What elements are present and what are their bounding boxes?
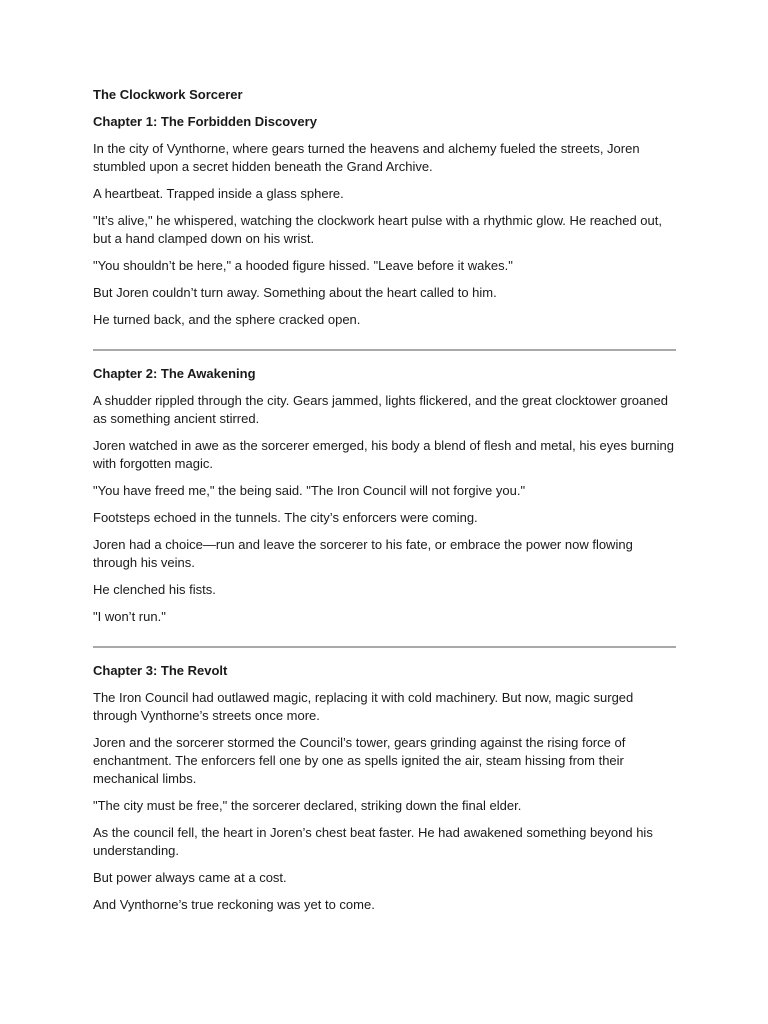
chapter-1-heading: Chapter 1: The Forbidden Discovery <box>93 114 317 129</box>
paragraph: A heartbeat. Trapped inside a glass sphere. <box>93 186 344 201</box>
paragraph: But power always came at a cost. <box>93 870 287 885</box>
document-page <box>93 86 676 923</box>
paragraph: Joren had a choice—run and leave the sorcerer to his fate, or embrace the power now flowing through his veins. <box>93 537 633 570</box>
paragraph: "The city must be free," the sorcerer declared, striking down the final elder. <box>93 798 522 813</box>
chapter-1 <box>93 113 676 329</box>
paragraph: "You have freed me," the being said. "The Iron Council will not forgive you." <box>93 483 526 498</box>
paragraph: "You shouldn’t be here," a hooded figure hissed. "Leave before it wakes." <box>93 258 513 273</box>
paragraph: As the council fell, the heart in Joren’s chest beat faster. He had awakened something beyond his understanding. <box>93 825 653 858</box>
chapter-2 <box>93 365 676 626</box>
section-divider <box>93 646 676 648</box>
paragraph: Joren and the sorcerer stormed the Council’s tower, gears grinding against the rising force of enchantment. The enforcers fell one by one as spells ignited the air, steam hissing from their mechanical limbs. <box>93 735 626 786</box>
paragraph: "I won’t run." <box>93 609 166 624</box>
section-divider <box>93 349 676 351</box>
paragraph: The Iron Council had outlawed magic, replacing it with cold machinery. But now, magic surged through Vynthorne’s streets once more. <box>93 690 634 723</box>
chapter-3 <box>93 662 676 914</box>
chapter-3-heading: Chapter 3: The Revolt <box>93 663 228 678</box>
paragraph: He turned back, and the sphere cracked open. <box>93 312 361 327</box>
paragraph: But Joren couldn’t turn away. Something about the heart called to him. <box>93 285 497 300</box>
paragraph: He clenched his fists. <box>93 582 216 597</box>
paragraph: "It’s alive," he whispered, watching the clockwork heart pulse with a rhythmic glow. He reached out, but a hand clamped down on his wrist. <box>93 213 662 246</box>
paragraph: Joren watched in awe as the sorcerer emerged, his body a blend of flesh and metal, his eyes burning with forgotten magic. <box>93 438 675 471</box>
document-title: The Clockwork Sorcerer <box>93 87 243 102</box>
chapter-2-heading: Chapter 2: The Awakening <box>93 366 256 381</box>
paragraph: A shudder rippled through the city. Gears jammed, lights flickered, and the great clocktower groaned as something ancient stirred. <box>93 393 668 426</box>
paragraph: And Vynthorne’s true reckoning was yet to come. <box>93 897 375 912</box>
paragraph: In the city of Vynthorne, where gears turned the heavens and alchemy fueled the streets, Joren stumbled upon a secret hidden beneath the Grand Archive. <box>93 141 640 174</box>
paragraph: Footsteps echoed in the tunnels. The city’s enforcers were coming. <box>93 510 478 525</box>
